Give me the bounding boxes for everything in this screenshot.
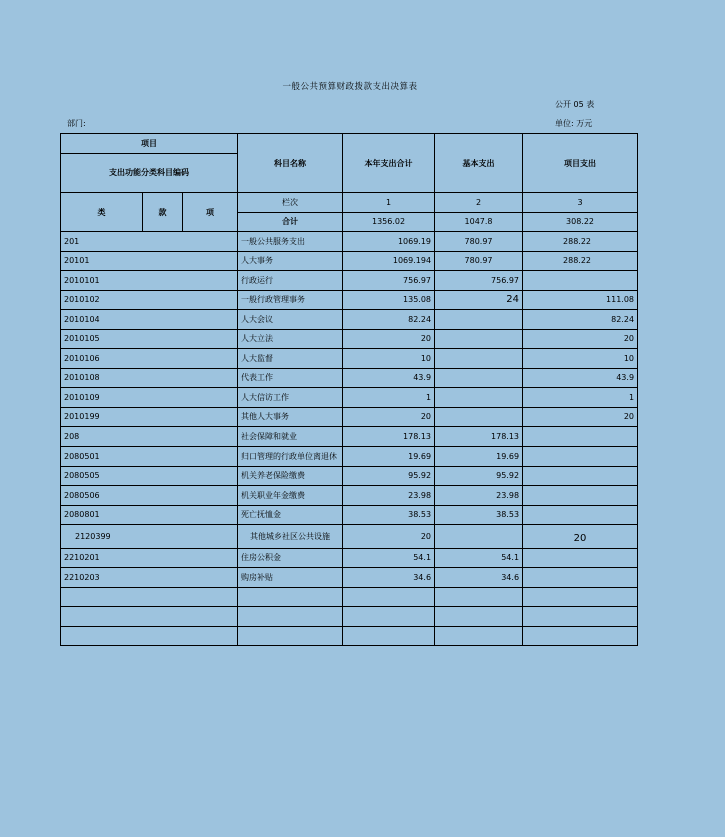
table-row [61, 466, 638, 486]
row-code: 2010102 [61, 290, 238, 310]
row-code: 2210201 [61, 548, 238, 568]
row-project [523, 466, 638, 486]
row-total: 34.6 [343, 568, 435, 588]
row-name: 其他人大事务 [238, 407, 343, 427]
table-row [61, 329, 638, 349]
empty-cell [61, 587, 238, 607]
row-name: 一般行政管理事务 [238, 290, 343, 310]
row-project [523, 486, 638, 506]
row-project [523, 446, 638, 466]
row-project: 288.22 [523, 232, 638, 252]
row-code: 2010101 [61, 271, 238, 291]
row-basic [435, 368, 523, 388]
row-basic: 178.13 [435, 427, 523, 447]
empty-cell [435, 587, 523, 607]
table-row [61, 548, 638, 568]
row-basic [435, 349, 523, 369]
header-project: 项目 [61, 134, 238, 154]
row-total: 1 [343, 388, 435, 408]
row-name: 归口管理的行政单位离退休 [238, 446, 343, 466]
row-project [523, 271, 638, 291]
row-total: 43.9 [343, 368, 435, 388]
row-code: 2010106 [61, 349, 238, 369]
row-basic: 95.92 [435, 466, 523, 486]
empty-cell [523, 607, 638, 627]
table-row [61, 232, 638, 252]
row-basic: 24 [435, 290, 523, 310]
header-func-code: 支出功能分类科目编码 [61, 153, 238, 192]
row-project [523, 548, 638, 568]
row-name: 人大会议 [238, 310, 343, 330]
row-project [523, 505, 638, 525]
table-number: 公开 05 表 [555, 100, 595, 109]
row-total: 178.13 [343, 427, 435, 447]
row-project: 10 [523, 349, 638, 369]
row-name: 人大事务 [238, 251, 343, 271]
header-basic: 基本支出 [435, 134, 523, 193]
empty-row [61, 607, 638, 627]
header-lei: 类 [61, 193, 143, 232]
row-code: 20101 [61, 251, 238, 271]
row-name: 机关职业年金缴费 [238, 486, 343, 506]
row-basic: 34.6 [435, 568, 523, 588]
row-total: 20 [343, 525, 435, 549]
row-total: 756.97 [343, 271, 435, 291]
empty-cell [61, 626, 238, 646]
row-basic [435, 310, 523, 330]
header-xiang: 项 [183, 193, 238, 232]
row-name: 其他城乡社区公共设施 [238, 525, 343, 549]
row-name: 社会保障和就业 [238, 427, 343, 447]
row-total: 82.24 [343, 310, 435, 330]
table-row [61, 251, 638, 271]
header-subject-name: 科目名称 [238, 134, 343, 193]
row-basic: 23.98 [435, 486, 523, 506]
row-name: 人大立法 [238, 329, 343, 349]
row-name: 代表工作 [238, 368, 343, 388]
row-code: 2080801 [61, 505, 238, 525]
header-kuan: 款 [143, 193, 183, 232]
row-name: 人大信访工作 [238, 388, 343, 408]
row-total: 20 [343, 329, 435, 349]
row-project: 20 [523, 525, 638, 549]
row-project: 20 [523, 407, 638, 427]
row-total: 10 [343, 349, 435, 369]
row-name: 人大监督 [238, 349, 343, 369]
row-total: 1069.19 [343, 232, 435, 252]
column-label: 栏次 [238, 193, 343, 213]
row-project [523, 427, 638, 447]
empty-cell [238, 626, 343, 646]
row-code: 2080506 [61, 486, 238, 506]
empty-row [61, 626, 638, 646]
header-project-expense: 项目支出 [523, 134, 638, 193]
sum-basic: 1047.8 [435, 212, 523, 232]
row-basic: 54.1 [435, 548, 523, 568]
row-name: 购房补贴 [238, 568, 343, 588]
empty-cell [523, 626, 638, 646]
sum-label: 合计 [238, 212, 343, 232]
row-project: 111.08 [523, 290, 638, 310]
table-row [61, 407, 638, 427]
empty-cell [343, 587, 435, 607]
table-row [61, 310, 638, 330]
row-basic [435, 525, 523, 549]
row-basic [435, 329, 523, 349]
row-code: 2210203 [61, 568, 238, 588]
row-total: 54.1 [343, 548, 435, 568]
sum-project: 308.22 [523, 212, 638, 232]
row-code: 2080505 [61, 466, 238, 486]
table-row [61, 568, 638, 588]
table-row [61, 427, 638, 447]
row-project: 82.24 [523, 310, 638, 330]
table-row [61, 271, 638, 291]
row-code: 208 [61, 427, 238, 447]
row-basic [435, 407, 523, 427]
row-code: 2010104 [61, 310, 238, 330]
empty-cell [435, 607, 523, 627]
row-code: 2010105 [61, 329, 238, 349]
empty-cell [238, 587, 343, 607]
row-name: 住房公积金 [238, 548, 343, 568]
row-code: 201 [61, 232, 238, 252]
row-name: 机关养老保险缴费 [238, 466, 343, 486]
row-total: 20 [343, 407, 435, 427]
row-basic [435, 388, 523, 408]
table-row [61, 505, 638, 525]
row-basic: 756.97 [435, 271, 523, 291]
header-total: 本年支出合计 [343, 134, 435, 193]
row-project: 43.9 [523, 368, 638, 388]
row-basic: 780.97 [435, 232, 523, 252]
table-row [61, 349, 638, 369]
row-code: 2010109 [61, 388, 238, 408]
row-name: 一般公共服务支出 [238, 232, 343, 252]
row-name: 死亡抚恤金 [238, 505, 343, 525]
unit-label: 单位: 万元 [555, 119, 593, 128]
sum-total: 1356.02 [343, 212, 435, 232]
empty-cell [435, 626, 523, 646]
row-total: 135.08 [343, 290, 435, 310]
expenditure-table [60, 133, 638, 646]
row-code: 2080501 [61, 446, 238, 466]
empty-cell [523, 587, 638, 607]
table-row [61, 486, 638, 506]
table-row [61, 525, 638, 549]
row-total: 38.53 [343, 505, 435, 525]
empty-cell [238, 607, 343, 627]
row-total: 19.69 [343, 446, 435, 466]
row-project: 288.22 [523, 251, 638, 271]
report-title: 一般公共预算财政拨款支出决算表 [282, 82, 418, 92]
row-code: 2010199 [61, 407, 238, 427]
row-total: 1069.194 [343, 251, 435, 271]
row-basic: 780.97 [435, 251, 523, 271]
empty-cell [343, 607, 435, 627]
row-name: 行政运行 [238, 271, 343, 291]
row-total: 23.98 [343, 486, 435, 506]
row-total: 95.92 [343, 466, 435, 486]
row-code: 2010108 [61, 368, 238, 388]
table-row [61, 388, 638, 408]
table-row [61, 446, 638, 466]
col-index-1: 1 [343, 193, 435, 213]
row-project [523, 568, 638, 588]
col-index-2: 2 [435, 193, 523, 213]
row-project: 1 [523, 388, 638, 408]
row-code: 2120399 [61, 525, 238, 549]
row-basic: 38.53 [435, 505, 523, 525]
empty-row [61, 587, 638, 607]
table-row [61, 290, 638, 310]
department-label: 部门: [67, 119, 86, 128]
col-index-3: 3 [523, 193, 638, 213]
table-row [61, 368, 638, 388]
empty-cell [61, 607, 238, 627]
empty-cell [343, 626, 435, 646]
row-basic: 19.69 [435, 446, 523, 466]
row-project: 20 [523, 329, 638, 349]
